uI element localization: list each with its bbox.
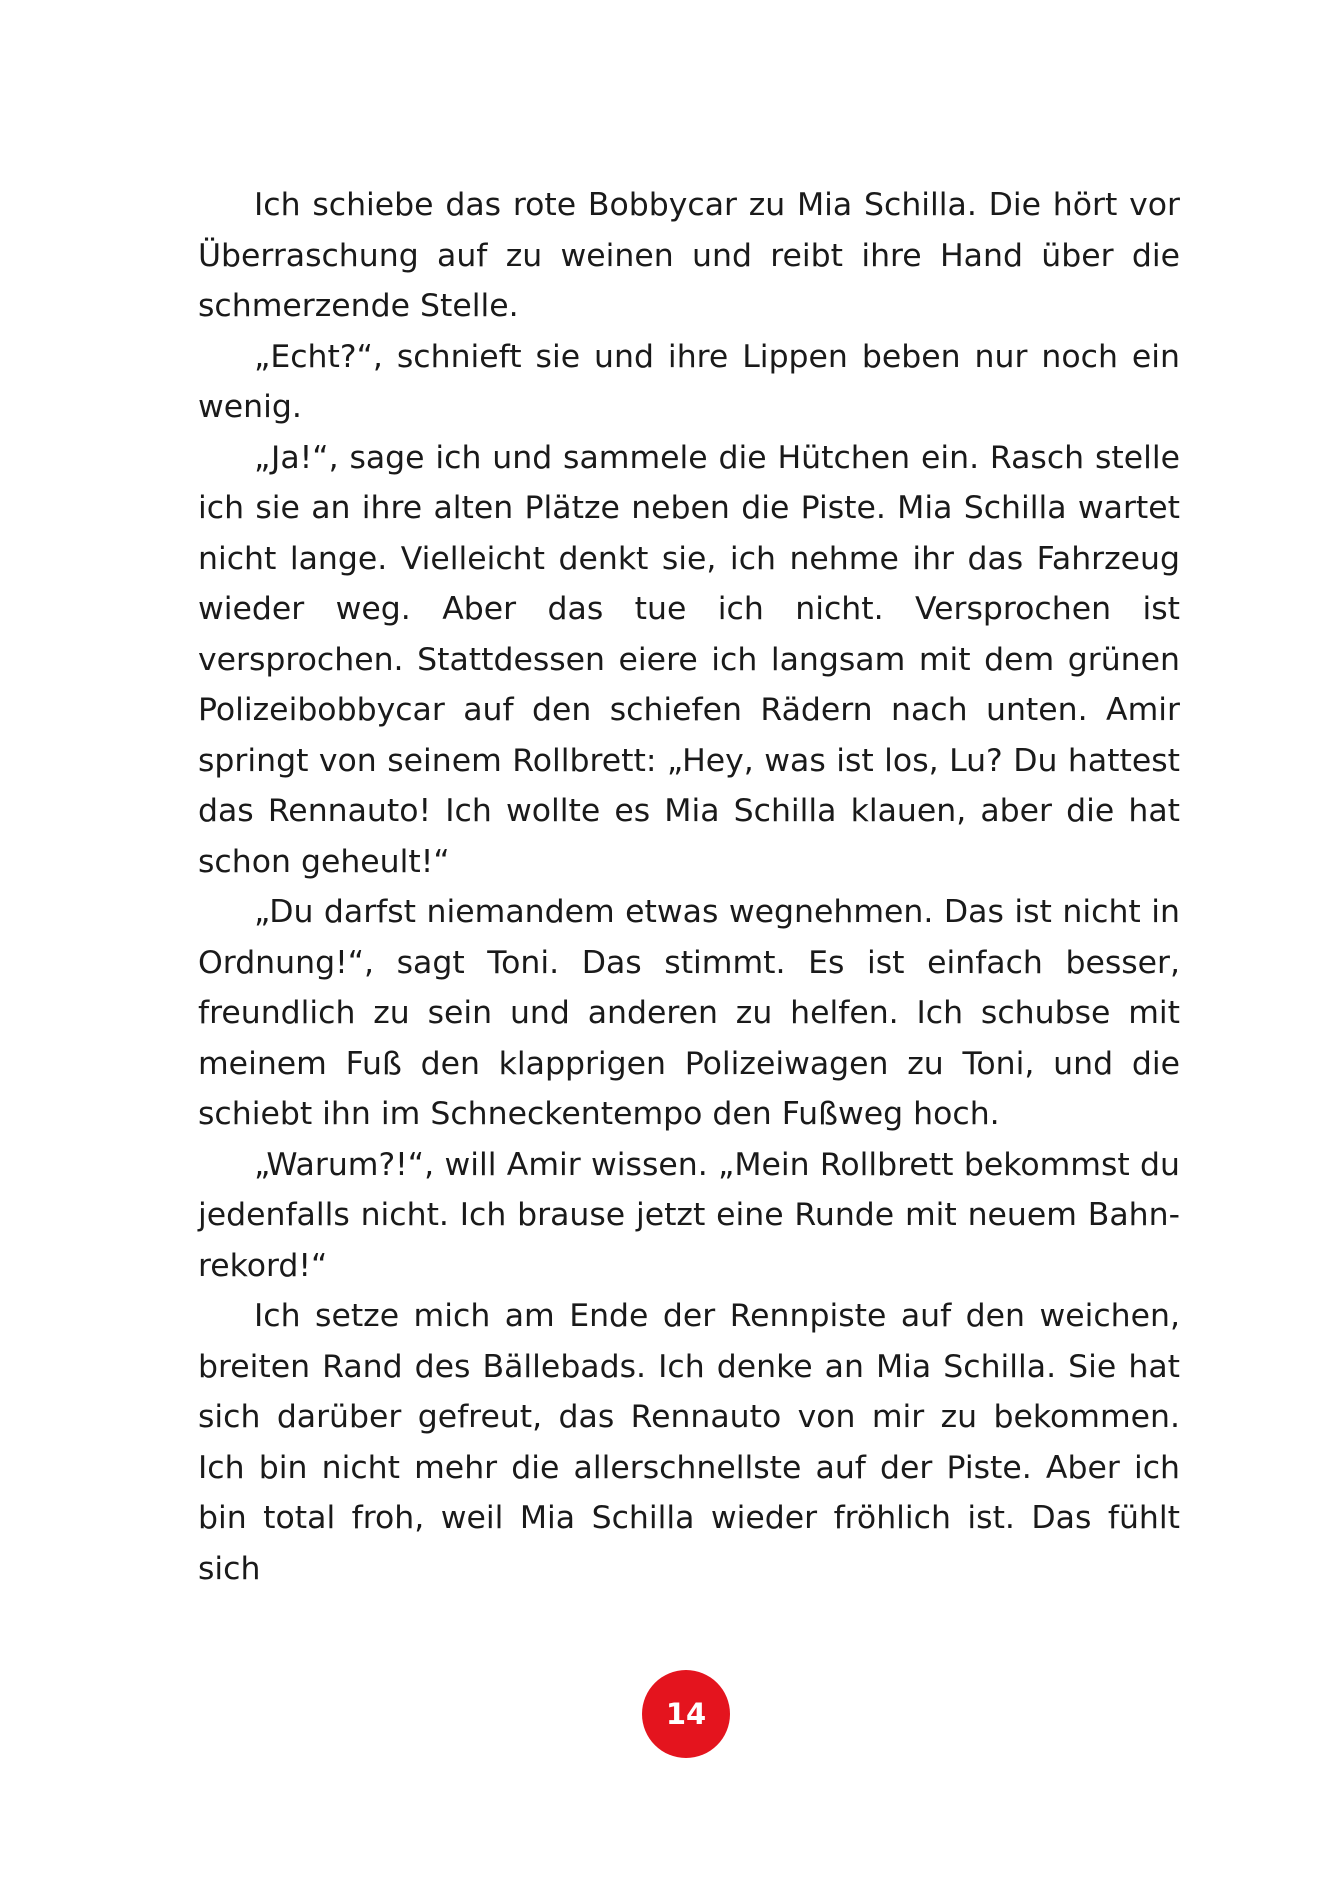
body-text bbox=[198, 180, 1180, 1594]
paragraph-2: „Echt?“, schnieft sie und ihre Lippen beben nur noch ein wenig. bbox=[198, 338, 1180, 425]
page-number-badge: 14 bbox=[642, 1670, 730, 1758]
paragraph-4: „Du darfst niemandem etwas wegnehmen. Das ist nicht in Ordnung!“, sagt Toni. Das stimmt. Es ist einfach besser, freundlich zu sein und anderen zu helfen. Ich schubse mit meinem Fuß den klapprigen Polizeiwagen zu Toni, und die schiebt ihn im Schneckentempo den Fußweg hoch. bbox=[198, 894, 1180, 1132]
paragraph-3: „Ja!“, sage ich und sammele die Hütchen ein. Rasch stelle ich sie an ihre alten Plätze neben die Piste. Mia Schilla wartet nicht lange. Vielleicht denkt sie, ich nehme ihr das Fahrzeug wieder weg. Aber das tue ich nicht. Versprochen ist versprochen. Stattdessen eiere ich langsam mit dem grünen Polizeibobbycar auf den schiefen Rädern nach unten. Amir springt von seinem Rollbrett: „Hey, was ist los, Lu? Du hattest das Rennauto! Ich wollte es Mia Schilla klauen, aber die hat schon geheult!“ bbox=[198, 439, 1180, 880]
paragraph-6: Ich setze mich am Ende der Rennpiste auf den weichen, breiten Rand des Bällebads. Ich denke an Mia Schilla. Sie hat sich darüber gefreut, das Rennauto von mir zu bekommen. Ich bin nicht mehr die allerschnellste auf der Piste. Aber ich bin total froh, weil Mia Schilla wieder fröhlich ist. Das fühlt sich bbox=[198, 1298, 1180, 1587]
paragraph-1: Ich schiebe das rote Bobbycar zu Mia Schilla. Die hört vor Überraschung auf zu weinen und reibt ihre Hand über die schmerzende Stelle. bbox=[198, 187, 1180, 324]
paragraph-5: „Warum?!“, will Amir wissen. „Mein Rollbrett bekommst du jedenfalls nicht. Ich brause jetzt eine Runde mit neuem Bahnrekord!“ bbox=[198, 1146, 1180, 1284]
